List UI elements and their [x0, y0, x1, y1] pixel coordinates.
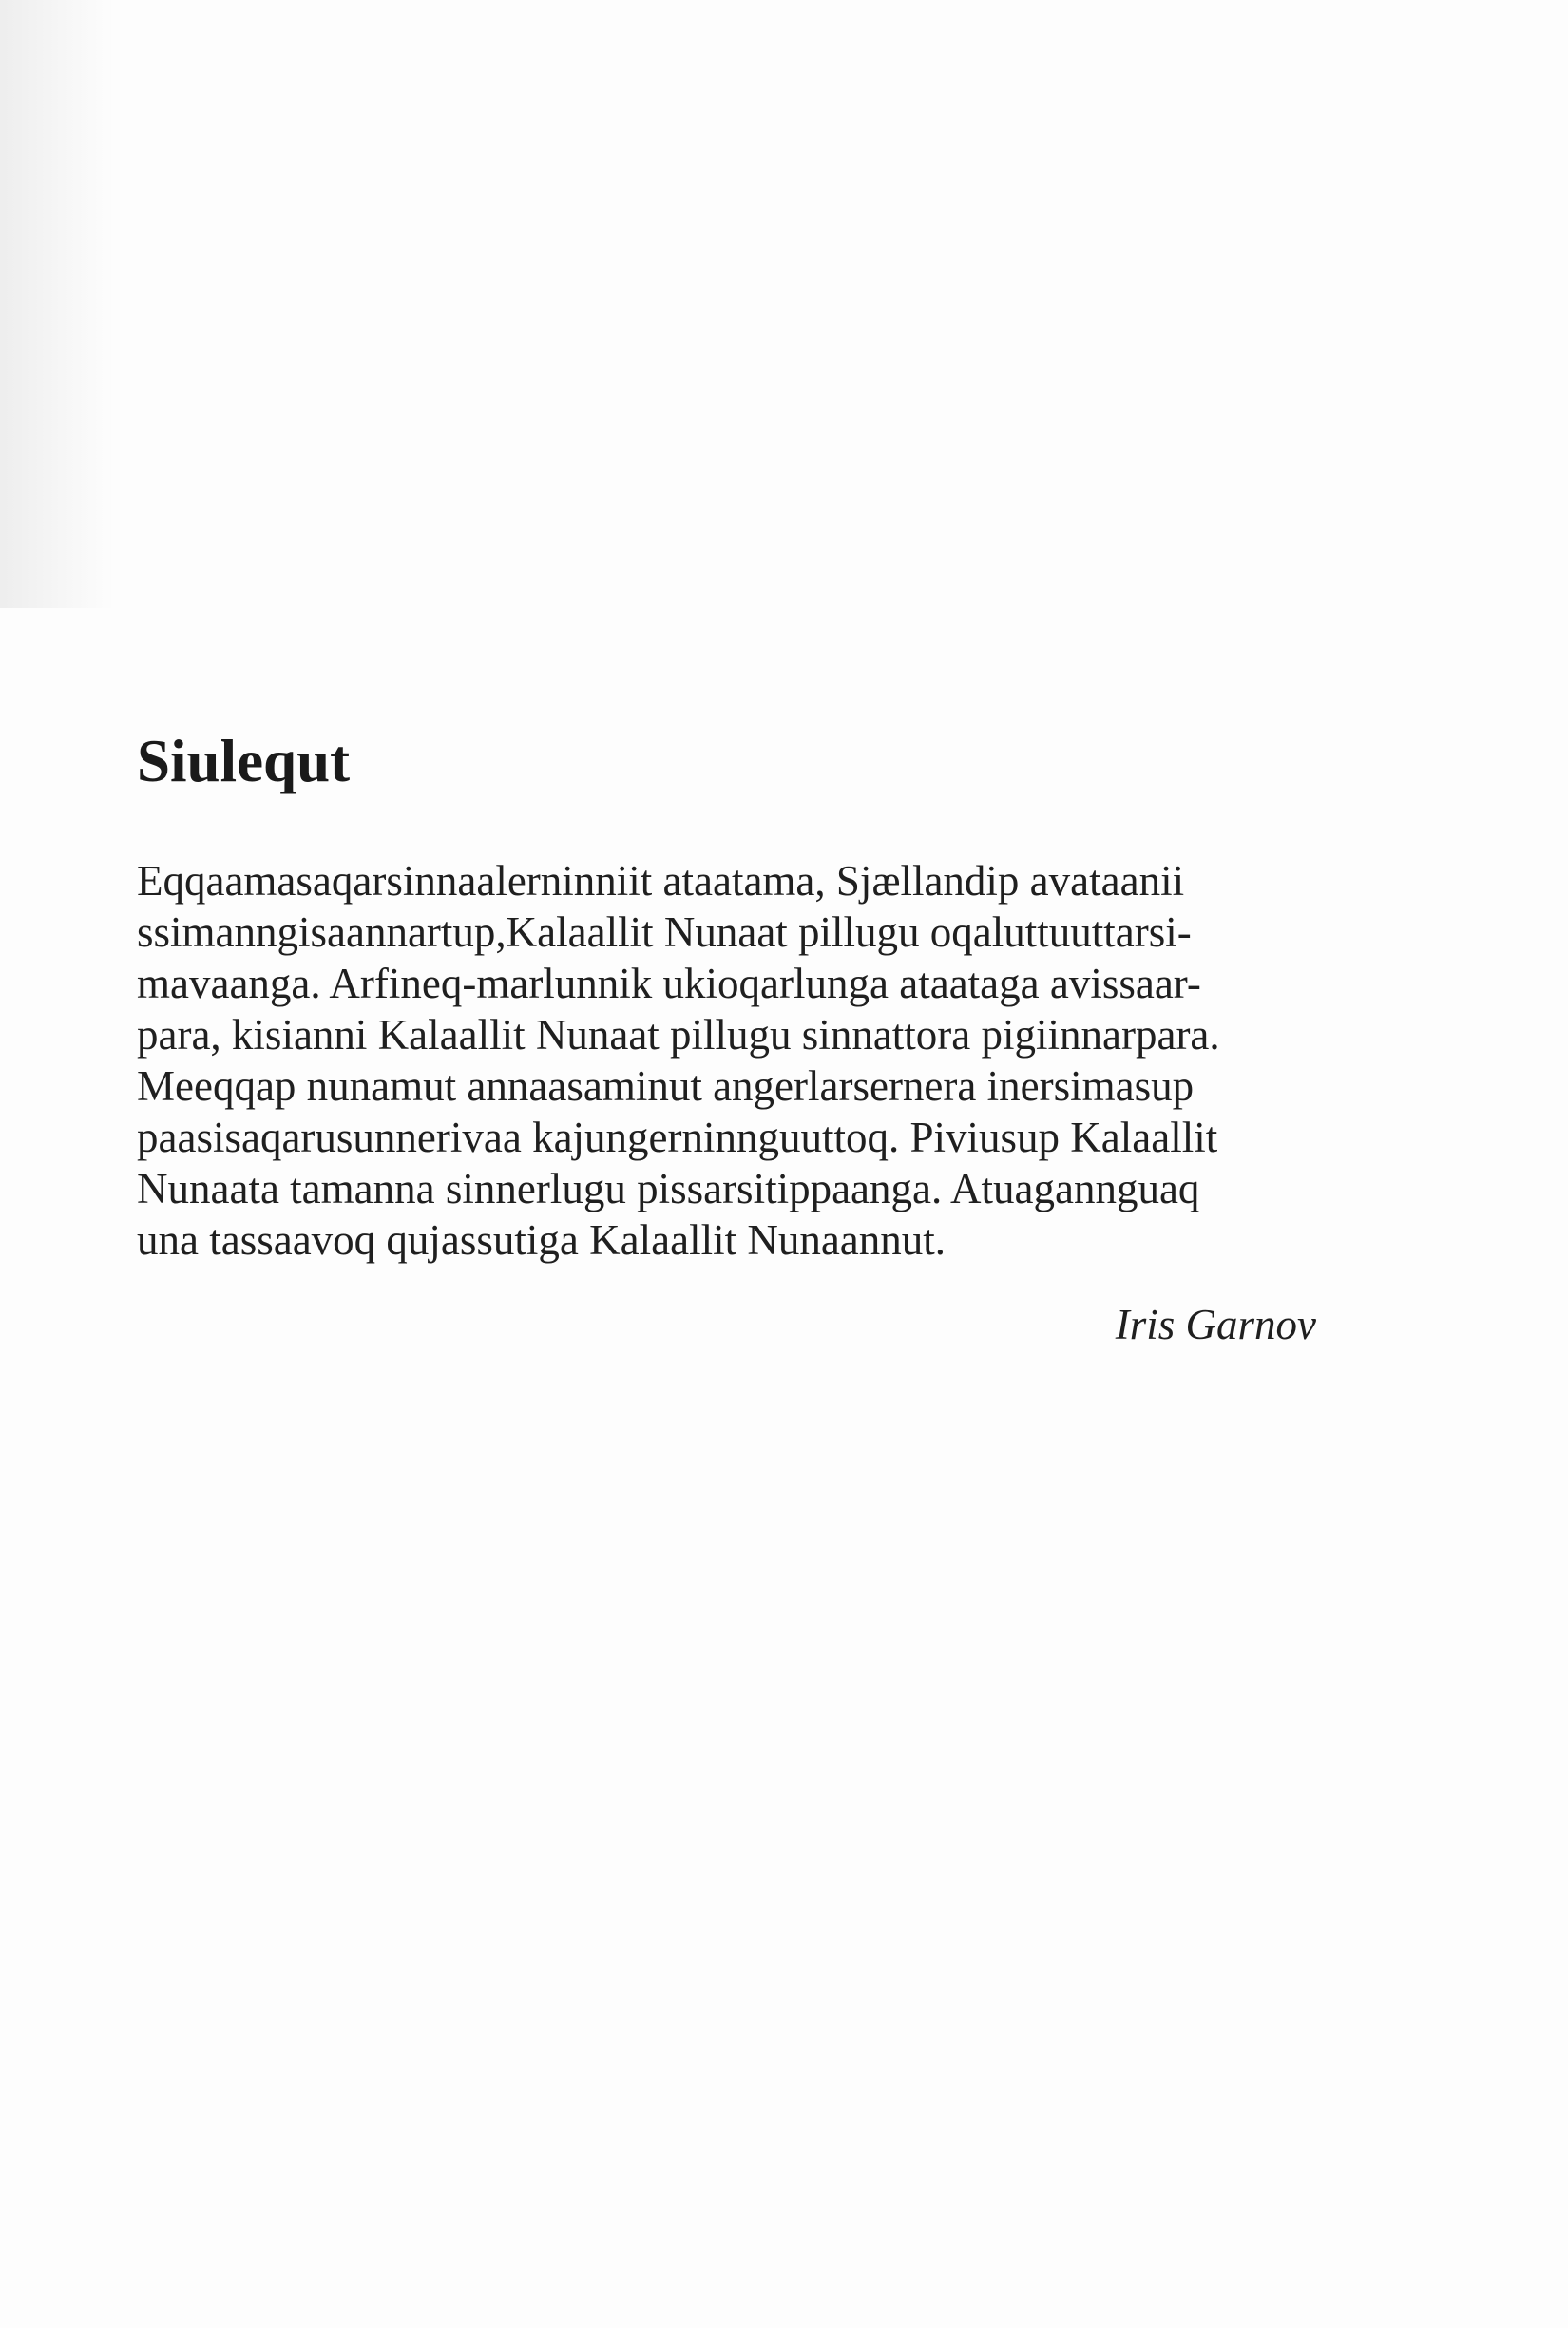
scan-shadow — [0, 0, 114, 608]
author-signature: Iris Garnov — [1115, 1301, 1316, 1348]
paragraph-line: una tassaavoq qujassutiga Kalaallit Nunaannut. — [137, 1216, 947, 1264]
paragraph-line: Nunaata tamanna sinnerlugu pissarsitippaanga. Atuagannguaq — [137, 1165, 1200, 1212]
paragraph-line: Meeqqap nunamut annaasaminut angerlarsernera inersimasup — [137, 1062, 1195, 1110]
page-heading: Siulequt — [137, 728, 351, 794]
paragraph-line: ssimanngisaannartup,Kalaallit Nunaat pillugu oqaluttuuttarsi- — [137, 908, 1192, 956]
paragraph-line: paasisaqarusunnerivaa kajungerninnguuttoq. Piviusup Kalaallit — [137, 1114, 1218, 1161]
paragraph-line: Eqqaamasaqarsinnaalerninniit ataatama, Sjællandip avataanii — [137, 857, 1185, 905]
preface-paragraph — [137, 855, 1334, 1266]
paragraph-line: mavaanga. Arfineq-marlunnik ukioqarlunga ataataga avissaar- — [137, 960, 1201, 1007]
paragraph-line: para, kisianni Kalaallit Nunaat pillugu sinnattora pigiinnarpara. — [137, 1011, 1220, 1059]
